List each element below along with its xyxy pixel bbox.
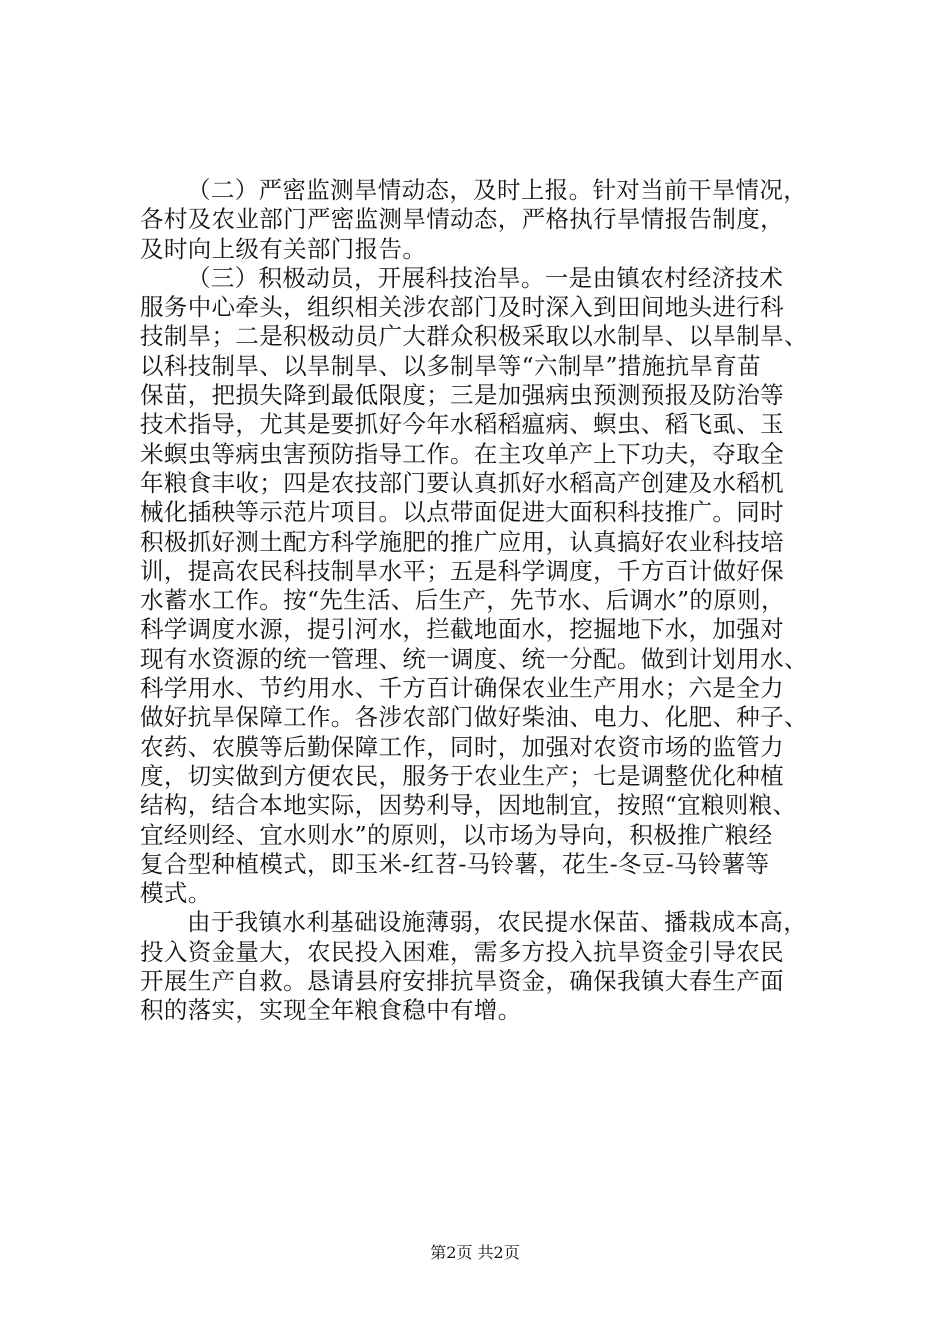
- text-line: 由于我镇水利基础设施薄弱，农民提水保苗、播栽成本高，: [187, 908, 808, 937]
- text-line: 技制旱；二是积极动员广大群众积极采取以水制旱、以旱制旱、: [140, 322, 808, 351]
- document-body: [140, 176, 860, 1026]
- page-number-footer: 第2页 共2页: [430, 1243, 520, 1262]
- text-line: 做好抗旱保障工作。各涉农部门做好柴油、电力、化肥、种子、: [140, 703, 808, 732]
- text-line: 开展生产自救。恳请县府安排抗旱资金，确保我镇大春生产面: [140, 967, 784, 996]
- text-line: （三）积极动员，开展科技治旱。一是由镇农村经济技术: [187, 263, 784, 292]
- text-line: 农药、农膜等后勤保障工作，同时，加强对农资市场的监管力: [140, 732, 784, 761]
- text-line: 技术指导，尤其是要抓好今年水稻稻瘟病、螟虫、稻飞虱、玉: [140, 410, 784, 439]
- text-line: 各村及农业部门严密监测旱情动态，严格执行旱情报告制度，: [140, 205, 784, 234]
- text-line: 以科技制旱、以旱制旱、以多制旱等“六制旱”措施抗旱育苗: [140, 351, 761, 380]
- text-line: 复合型种植模式，即玉米-红苕-马铃薯，花生-冬豆-马铃薯等: [140, 849, 770, 878]
- text-line: 科学用水、节约用水、千方百计确保农业生产用水；六是全力: [140, 674, 784, 703]
- text-line: 科学调度水源，提引河水，拦截地面水，挖掘地下水，加强对: [140, 615, 784, 644]
- text-line: 结构，结合本地实际，因势利导，因地制宜，按照“宜粮则粮、: [140, 791, 797, 820]
- paragraph-funding-request: [140, 908, 860, 1025]
- text-line: 训，提高农民科技制旱水平；五是科学调度，千方百计做好保: [140, 556, 784, 585]
- paragraph-technology: [140, 264, 860, 909]
- text-line: 宜经则经、宜水则水”的原则，以市场为导向，积极推广粮经: [140, 820, 773, 849]
- paragraph-monitoring: [140, 176, 860, 264]
- text-line: 积的落实，实现全年粮食稳中有增。: [140, 996, 522, 1025]
- text-line: 年粮食丰收；四是农技部门要认真抓好水稻高产创建及水稻机: [140, 468, 784, 497]
- text-line: 服务中心牵头，组织相关涉农部门及时深入到田间地头进行科: [140, 293, 784, 322]
- text-line: 及时向上级有关部门报告。: [140, 234, 427, 263]
- text-line: 械化插秧等示范片项目。以点带面促进大面积科技推广。同时: [140, 498, 784, 527]
- text-line: 水蓄水工作。按“先生活、后生产，先节水、后调水”的原则，: [140, 586, 785, 615]
- text-line: 度，切实做到方便农民，服务于农业生产；七是调整优化种植: [140, 761, 784, 790]
- text-line: 模式。: [140, 879, 212, 908]
- text-line: 保苗，把损失降到最低限度；三是加强病虫预测预报及防治等: [140, 381, 784, 410]
- text-line: 投入资金量大，农民投入困难，需多方投入抗旱资金引导农民: [140, 937, 784, 966]
- text-line: （二）严密监测旱情动态，及时上报。针对当前干旱情况，: [187, 176, 808, 204]
- text-line: 积极抓好测土配方科学施肥的推广应用，认真搞好农业科技培: [140, 527, 784, 556]
- text-line: 现有水资源的统一管理、统一调度、统一分配。做到计划用水、: [140, 644, 808, 673]
- text-line: 米螟虫等病虫害预防指导工作。在主攻单产上下功夫，夺取全: [140, 439, 784, 468]
